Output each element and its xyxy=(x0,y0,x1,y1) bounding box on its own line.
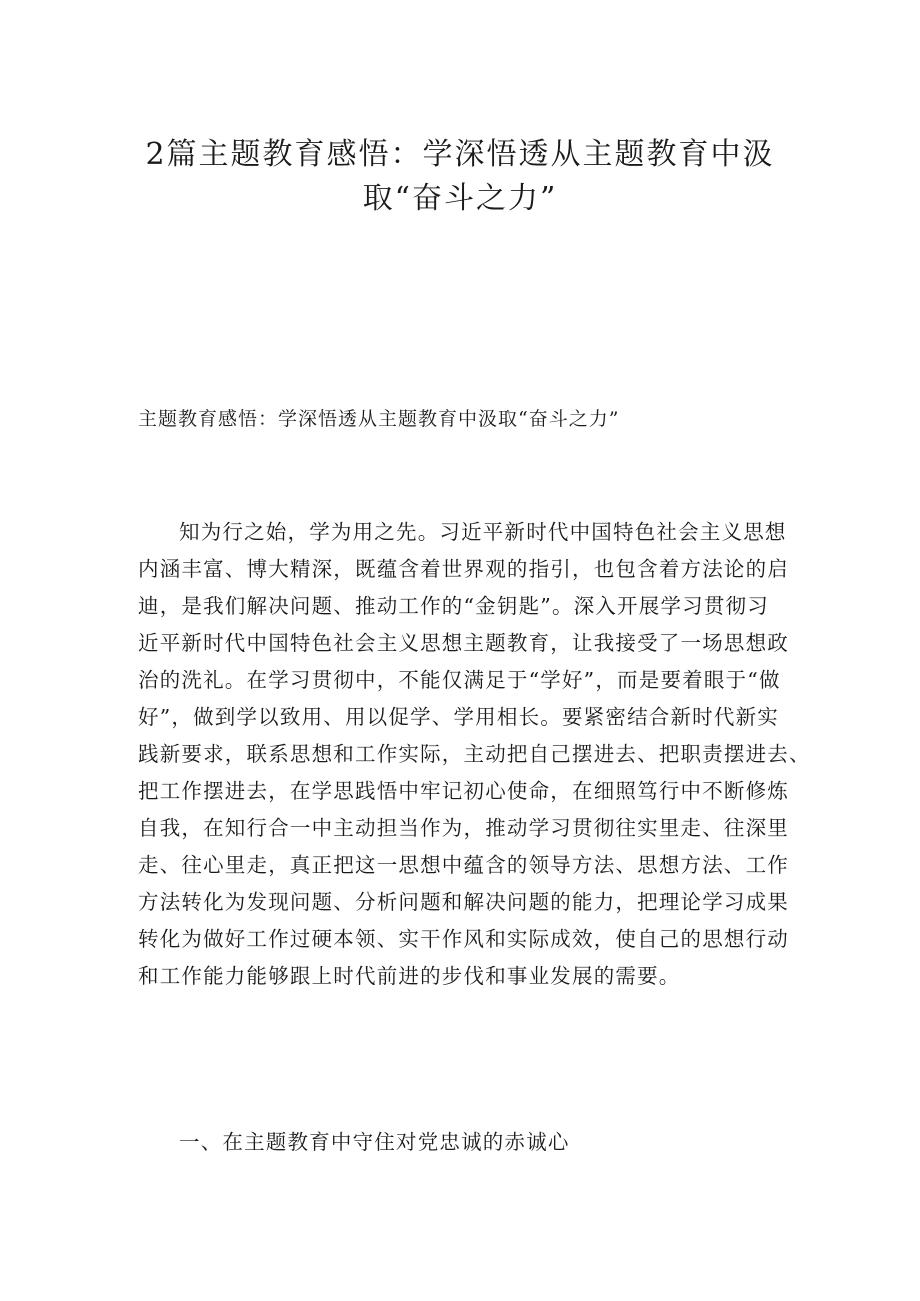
document-subtitle: 主题教育感悟：学深悟透从主题教育中汲取“奋斗之力” xyxy=(138,408,620,430)
paragraph-line: 好”，做到学以致用、用以促学、学用相长。要紧密结合新时代新实 xyxy=(138,705,779,729)
document-title xyxy=(120,133,800,221)
paragraph-line: 自我，在知行合一中主动担当作为，推动学习贯彻往实里走、往深里 xyxy=(138,816,789,840)
paragraph-line: 方法转化为发现问题、分析问题和解决问题的能力，把理论学习成果 xyxy=(138,890,789,914)
title-line: 2篇主题教育感悟：学深悟透从主题教育中汲 xyxy=(145,137,775,172)
paragraph-line: 内涵丰富、博大精深，既蕴含着世界观的指引，也包含着方法论的启 xyxy=(138,557,789,581)
paragraph-line: 治的洗礼。在学习贯彻中，不能仅满足于“学好”，而是要着眼于“做 xyxy=(138,668,781,692)
paragraph-line: 践新要求，联系思想和工作实际，主动把自己摆进去、把职责摆进去、 xyxy=(138,742,811,766)
section-heading: 一、在主题教育中守住对党忠诚的赤诚心 xyxy=(179,1130,570,1154)
paragraph-line: 和工作能力能够跟上时代前进的步伐和事业发展的需要。 xyxy=(138,964,681,988)
paragraph-line: 知为行之始，学为用之先。习近平新时代中国特色社会主义思想 xyxy=(179,520,787,544)
paragraph-line: 转化为做好工作过硬本领、实干作风和实际成效，使自己的思想行动 xyxy=(138,927,789,951)
paragraph-line: 把工作摆进去，在学思践悟中牢记初心使命，在细照笃行中不断修炼 xyxy=(138,779,789,803)
paragraph-line: 走、往心里走，真正把这一思想中蕴含的领导方法、思想方法、工作 xyxy=(138,853,789,877)
paragraph-line: 近平新时代中国特色社会主义思想主题教育，让我接受了一场思想政 xyxy=(138,631,789,655)
title-line: 取“奋斗之力” xyxy=(362,181,558,216)
paragraph-line: 迪，是我们解决问题、推动工作的“金钥匙”。深入开展学习贯彻习 xyxy=(138,594,769,618)
body-paragraph xyxy=(138,514,811,995)
